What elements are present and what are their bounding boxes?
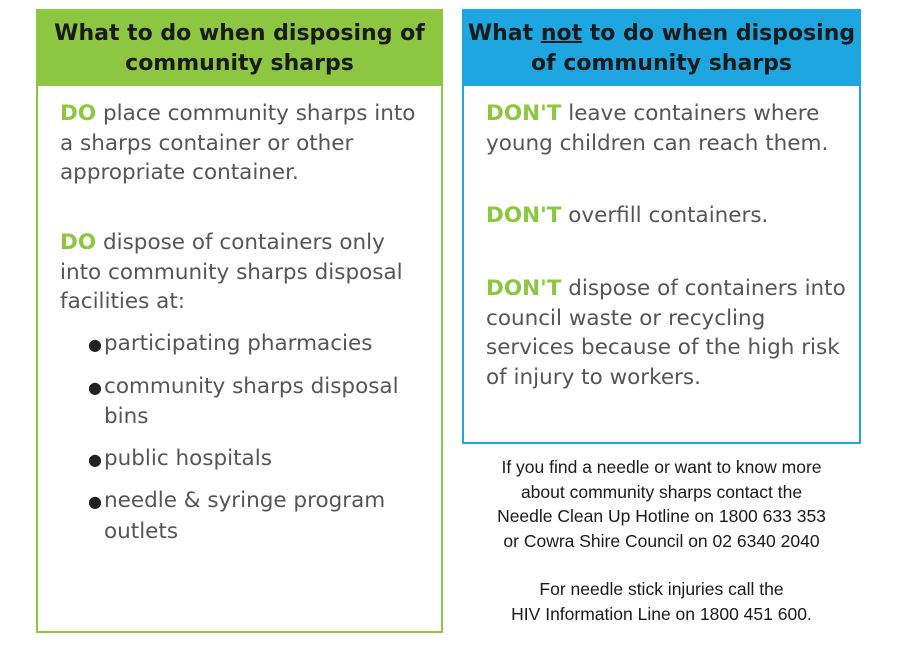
list-item: ●participating pharmacies [88, 329, 431, 360]
list-item: ●community sharps disposal bins [88, 373, 399, 429]
not-emphasis: not [540, 20, 583, 46]
dont-panel [462, 9, 861, 444]
contact-line: If you find a needle or want to know more [501, 457, 822, 477]
dont-item-2-text: overfill containers. [568, 203, 769, 228]
dont-item-3-text: dispose of containers into council waste or recycling services because of the high risk of injury to workers. [486, 276, 846, 390]
dont-item-1 [486, 99, 849, 158]
do-item-1-text: place community sharps into a sharps container or other appropriate container. [60, 101, 416, 185]
spacer [462, 553, 861, 577]
bullet-icon: ● [88, 449, 102, 469]
do-panel [36, 9, 443, 633]
dont-item-3 [486, 274, 849, 392]
bullet-icon: ● [88, 377, 102, 397]
do-keyword: DO [60, 101, 97, 126]
do-item-2 [60, 228, 431, 317]
do-title-line1: What to do when disposing of [54, 20, 425, 46]
hiv-line: HIV Information Line on 1800 451 600. [511, 603, 812, 624]
do-keyword: DO [60, 230, 97, 255]
dont-title-line1: What not to do when disposing [467, 20, 856, 46]
list-item: ●needle & syringe program outlets [88, 488, 386, 544]
dont-item-1-text: leave containers where young children can reach them. [486, 101, 829, 156]
do-item-1 [60, 99, 431, 188]
contact-info [462, 455, 861, 626]
bullet-icon: ● [88, 335, 102, 354]
hotline-line: Needle Clean Up Hotline on 1800 633 353 [497, 506, 826, 526]
do-panel-header [38, 11, 441, 86]
council-line: or Cowra Shire Council on 02 6340 2040 [503, 530, 820, 551]
dont-keyword: DON'T [486, 203, 562, 228]
do-item-2-text: dispose of containers only into community sharps disposal facilities at: [60, 230, 403, 314]
dont-keyword: DON'T [486, 101, 562, 126]
do-title-line2: community sharps [125, 50, 354, 76]
injury-line: For needle stick injuries call the [539, 579, 784, 599]
facilities-list [88, 329, 431, 546]
dont-title-line2: of community sharps [530, 50, 793, 76]
dont-item-2 [486, 201, 849, 231]
contact-line: about community sharps contact the [520, 481, 803, 502]
list-item: ●public hospitals [88, 444, 431, 475]
bullet-icon: ● [88, 492, 102, 511]
dont-keyword: DON'T [486, 276, 562, 301]
dont-panel-header [464, 11, 859, 86]
